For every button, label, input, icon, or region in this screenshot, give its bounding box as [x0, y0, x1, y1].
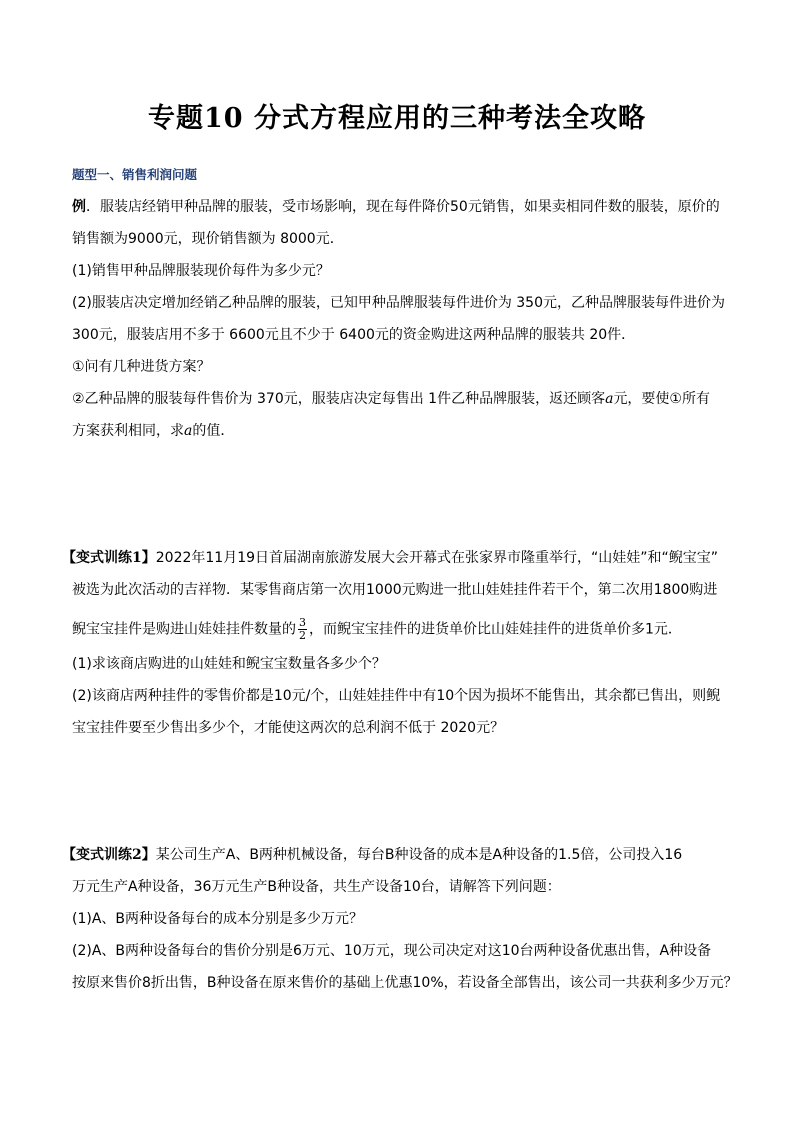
- example-label: 例: [72, 199, 86, 215]
- variant1-line-1: 【变式训练1】2022年11月19日首届湖南旅游发展大会开幕式在张家界市隆重举行，“山娃娃”和“鲵宝宝”: [62, 550, 719, 566]
- example-question-2-line-1: (2)服装店决定增加经销乙种品牌的服装，已知甲种品牌服装每件进价为 350元，乙种品牌服装每件进价为: [72, 295, 726, 311]
- section-heading-sales-profit: 题型一、销售利润问题: [72, 167, 198, 182]
- variant1-line-3: 鲵宝宝挂件是购进山娃娃挂件数量的 $\frac{3}{2}$ ，而鲵宝宝挂件的进货单价比山娃娃挂件的进货单价多1元．: [72, 616, 682, 642]
- example-line-1: 例．服装店经销甲种品牌的服装，受市场影响，现在每件降价50元销售，如果卖相同件数的服装，原价的: [72, 199, 720, 215]
- fraction-three-halves: $\frac{3}{2}$: [299, 616, 306, 642]
- variant1-tag: 【变式训练1】: [62, 550, 156, 566]
- variant2-line-1: 【变式训练2】某公司生产A、B两种机械设备，每台B种设备的成本是A种设备的1.5倍，公司投入16: [62, 847, 683, 863]
- variant1-question-2-line-2: 宝宝挂件要至少售出多少个，才能使这两次的总利润不低于 2020元？: [72, 720, 505, 736]
- variant1-question-1: (1)求该商店购进的山娃娃和鲵宝宝数量各多少个？: [72, 656, 386, 672]
- variant2-line-2: 万元生产A种设备，36万元生产B种设备，共生产设备10台，请解答下列问题：: [72, 879, 561, 895]
- page-title: 专题10 分式方程应用的三种考法全攻略: [148, 103, 646, 134]
- variant2-question-1: (1)A、B两种设备每台的成本分别是多少万元？: [72, 911, 364, 927]
- variant2-question-2-line-1: (2)A、B两种设备每台的售价分别是6万元、10万元，现公司决定对这10台两种设备优惠出售，A种设备: [72, 943, 712, 959]
- variant2-tag: 【变式训练2】: [62, 847, 156, 863]
- variant1-line-2: 被选为此次活动的吉祥物．某零售商店第一次用1000元购进一批山娃娃挂件若干个，第二次用1800购进: [72, 582, 718, 598]
- variable-a: a: [605, 391, 614, 407]
- example-subquestion-1: ①问有几种进货方案？: [72, 359, 211, 375]
- variant1-question-2-line-1: (2)该商店两种挂件的零售价都是10元/个，山娃娃挂件中有10个因为损坏不能售出，其余都已售出，则鲵: [72, 688, 721, 704]
- variable-a: a: [184, 423, 193, 439]
- variant2-question-2-line-2: 按原来售价8折出售，B种设备在原来售价的基础上优惠10%，若设备全部售出，该公司一共获利多少万元？: [72, 975, 738, 991]
- example-subquestion-2-line-1: ②乙种品牌的服装每件售价为 370元，服装店决定每售出 1件乙种品牌服装，返还顾客a元，要使①所有: [72, 391, 710, 407]
- example-line-2: 销售额为9000元，现价销售额为 8000元．: [72, 231, 344, 247]
- example-question-2-line-2: 300元，服装店用不多于 6600元且不少于 6400元的资金购进这两种品牌的服装共 20件．: [72, 327, 636, 343]
- example-question-1: (1)销售甲种品牌服装现价每件为多少元？: [72, 263, 330, 279]
- example-subquestion-2-line-2: 方案获利相同，求a的值．: [72, 423, 235, 439]
